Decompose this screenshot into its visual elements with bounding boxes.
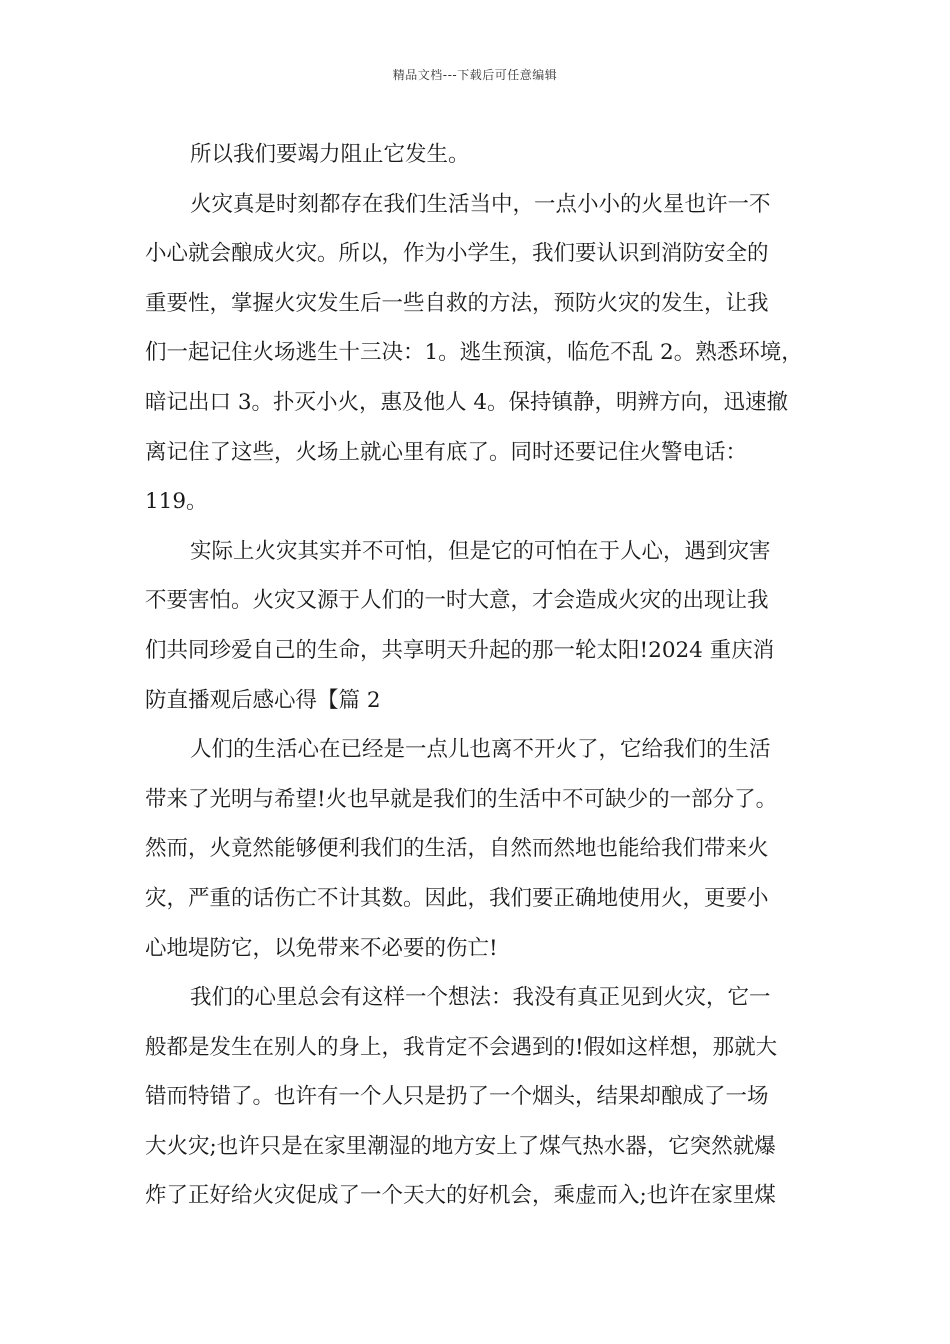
paragraph-line: 灾，严重的话伤亡不计其数。因此，我们要正确地使用火，更要小	[145, 885, 769, 911]
paragraph-line: 不要害怕。火灾又源于人们的一时大意，才会造成火灾的出现让我	[145, 588, 769, 614]
paragraph-line: 实际上火灾其实并不可怕，但是它的可怕在于人心，遇到灾害	[190, 538, 771, 564]
paragraph-line: 防直播观后感心得【篇 2	[145, 687, 381, 713]
paragraph-line: 暗记出口 3。扑灭小火，惠及他人 4。保持镇静，明辨方向，迅速撤	[145, 389, 789, 415]
document-body	[145, 130, 809, 1221]
page-header: 精品文档---下载后可任意编辑	[392, 68, 558, 82]
paragraph-line: 们一起记住火场逃生十三决：1。逃生预演，临危不乱 2。熟悉环境，	[145, 340, 803, 366]
paragraph-line: 重要性，掌握火灾发生后一些自救的方法，预防火灾的发生，让我	[145, 290, 769, 316]
paragraph-line: 错而特错了。也许有一个人只是扔了一个烟头，结果却酿成了一场	[145, 1084, 769, 1110]
paragraph-line: 火灾真是时刻都存在我们生活当中，一点小小的火星也许一不	[190, 191, 771, 217]
paragraph-line: 所以我们要竭力阻止它发生。	[190, 142, 470, 167]
paragraph-line: 然而，火竟然能够便利我们的生活，自然而然地也能给我们带来火	[145, 836, 769, 862]
paragraph-line: 大火灾;也许只是在家里潮湿的地方安上了煤气热水器，它突然就爆	[145, 1133, 776, 1159]
paragraph-line: 119。	[145, 489, 208, 515]
paragraph-line: 带来了光明与希望!火也早就是我们的生活中不可缺少的一部分了。	[145, 786, 778, 812]
paragraph-line: 般都是发生在别人的身上，我肯定不会遇到的!假如这样想，那就大	[145, 1034, 778, 1060]
paragraph-line: 心地堤防它，以免带来不必要的伤亡!	[145, 935, 498, 961]
paragraph-line: 我们的心里总会有这样一个想法：我没有真正见到火灾，它一	[190, 985, 771, 1011]
paragraph-line: 炸了正好给火灾促成了一个天大的好机会，乘虚而入;也许在家里煤	[145, 1183, 776, 1209]
paragraph-line: 们共同珍爱自己的生命，共享明天升起的那一轮太阳!2024 重庆消	[145, 637, 775, 663]
paragraph-line: 人们的生活心在已经是一点儿也离不开火了，它给我们的生活	[190, 737, 771, 763]
paragraph-line: 小心就会酿成火灾。所以，作为小学生，我们要认识到消防安全的	[145, 241, 769, 267]
paragraph-line: 离记住了这些，火场上就心里有底了。同时还要记住火警电话：	[145, 439, 748, 465]
